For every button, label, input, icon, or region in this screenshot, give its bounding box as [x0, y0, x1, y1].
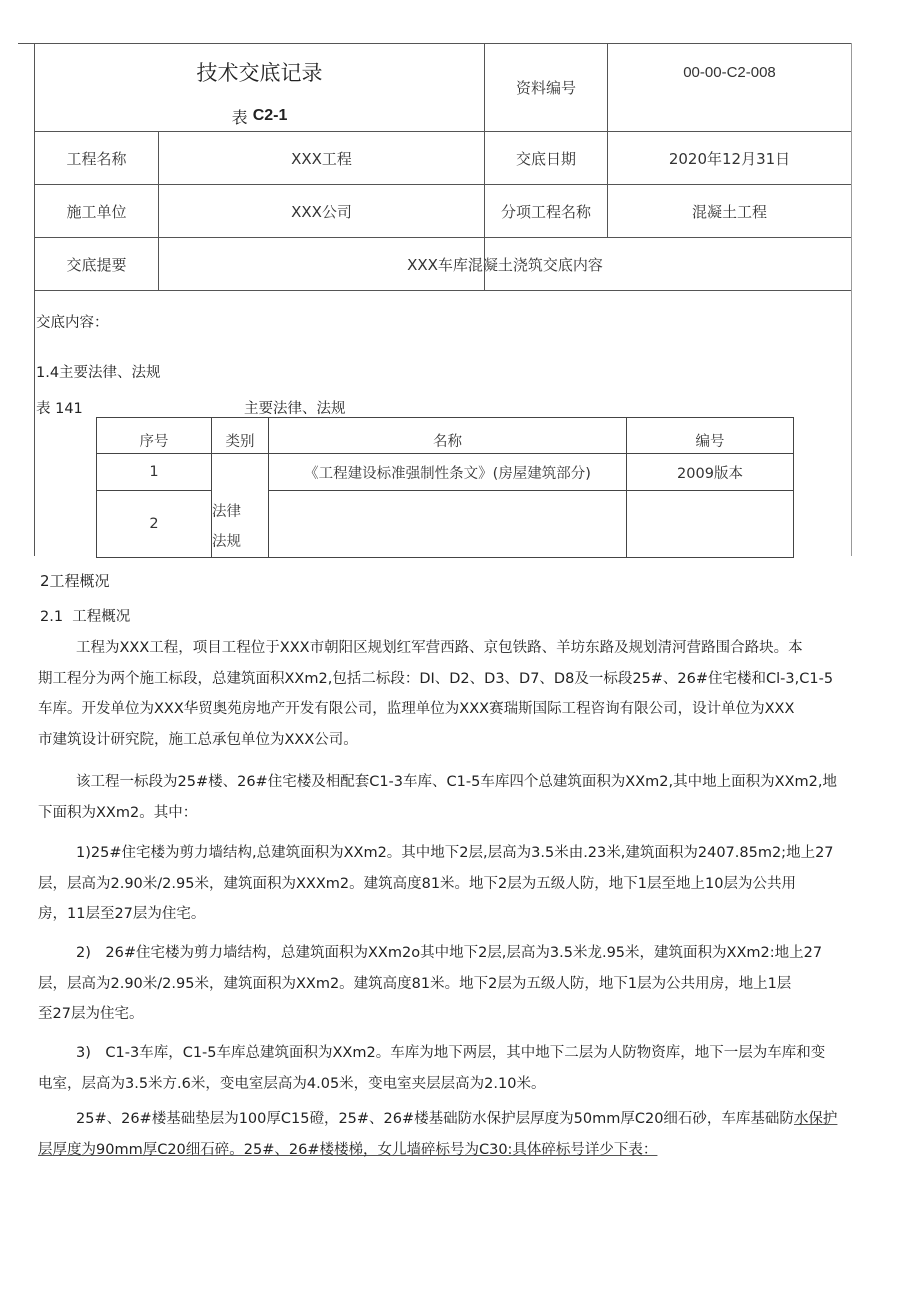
paragraph-line: 2) 26#住宅楼为剪力墙结构，总建筑面积为XXm2o其中地下2层,层高为3.5米龙.95米，建筑面积为XXm2:地上27 — [76, 945, 823, 961]
form-right-border — [851, 43, 852, 556]
paragraph-building-26 — [38, 938, 858, 1030]
table-number-label: 表 141 — [36, 401, 83, 417]
summary-label: 交底提要 — [66, 255, 127, 274]
paragraph-line: 1)25#住宅楼为剪力墙结构,总建筑面积为XXm2。其中地下2层,层高为3.5米由.23米,建筑面积为2407.85m2;地上27 — [76, 845, 834, 861]
paragraph-line — [38, 1104, 858, 1135]
category-line-2: 法规 — [212, 534, 241, 550]
paragraph-line: 至27层为住宅。 — [38, 1006, 144, 1023]
row-1-name: 《工程建设标准强制性条文》(房屋建筑部分) — [269, 454, 627, 491]
row-1-code: 2009版本 — [627, 454, 794, 491]
project-name-label: 工程名称 — [66, 149, 127, 168]
date-value: 2020年12月31日 — [668, 149, 791, 168]
row-1-no: 1 — [97, 454, 212, 491]
form-title: 技术交底记录 — [196, 61, 323, 85]
row-2-code — [627, 491, 794, 558]
table-row — [97, 491, 794, 558]
form-code-prefix: 表 — [231, 107, 248, 127]
row-2-name — [269, 491, 627, 558]
category-line-1: 法律 — [212, 504, 241, 520]
paragraph-line: 层，层高为2.90米/2.95米，建筑面积为XXm2。建筑高度81米。地下2层为五级人防，地下1层为公共用房，地上1层 — [38, 975, 792, 992]
paragraph-line: 工程为XXX工程，项目工程位于XXX市朝阳区规划红军营西路、京包铁路、羊坊东路及规划清河营路围合路块。本 — [76, 640, 803, 656]
paragraph-line: 车库。开发单位为XXX华贸奥苑房地产开发有限公司，监理单位为XXX赛瑞斯国际工程咨询有限公司，设计单位为XXX — [38, 701, 795, 718]
row-2-no: 2 — [97, 491, 212, 558]
form-code-value: C2-1 — [252, 107, 288, 124]
header-no: 序号 — [97, 418, 212, 454]
doc-no-label: 资料编号 — [515, 78, 576, 97]
paragraph-building-25 — [38, 838, 858, 930]
paragraph-text: 25#、26#楼基础垫层为100厚C15磴，25#、26#楼基础防水保护层厚度为50mm厚C20细石砂，车库基础防 — [76, 1111, 794, 1127]
paragraph-line: 层，层高为2.90米/2.95米，建筑面积为XXXm2。建筑高度81米。地下2层为五级人防，地下1层至地上10层为公共用 — [38, 875, 796, 892]
project-name-value: XXX工程 — [291, 149, 352, 168]
header-name: 名称 — [269, 418, 627, 454]
paragraph-foundation — [38, 1104, 858, 1165]
date-label: 交底日期 — [515, 149, 576, 168]
subproject-value: 混凝土工程 — [691, 202, 767, 221]
underlined-text: 层厚度为90mm厚C20细石碎。25#、26#楼楼梯，女儿墙碎标号为C30:具体碎标号详少下表： — [38, 1141, 658, 1158]
header-code: 编号 — [627, 418, 794, 454]
table-caption: 主要法律、法规 — [244, 401, 346, 417]
top-rule — [18, 43, 852, 44]
paragraph-project-location — [38, 633, 858, 755]
subproject-label: 分项工程名称 — [500, 202, 591, 221]
section-2-heading: 2工程概况 — [40, 572, 110, 590]
contractor-value: XXX公司 — [291, 202, 352, 221]
underlined-text: 水保护 — [793, 1111, 838, 1127]
paragraph-line: 下面积为XXm2。其中： — [38, 804, 198, 821]
section-2-1-heading — [40, 605, 130, 626]
paragraph-line: 3) C1-3车库，C1-5车库总建筑面积为XXm2。车库为地下两层，其中地下二层为人防物资库，地下一层为车库和变 — [76, 1045, 826, 1061]
table-header-row — [97, 418, 794, 454]
paragraph-line: 期工程分为两个施工标段，总建筑面积XXm2,包括二标段：DI、D2、D3、D7、D8及一标段25#、26#住宅楼和Cl-3,C1-5 — [38, 670, 834, 687]
laws-table — [96, 417, 794, 558]
paragraph-garage — [38, 1038, 858, 1099]
paragraph-line: 电室，层高为3.5米方.6米，变电室层高为4.05米，变电室夹层层高为2.10米。 — [38, 1075, 546, 1092]
header-category: 类别 — [212, 418, 269, 454]
contractor-label: 施工单位 — [66, 202, 127, 221]
form-code — [35, 102, 484, 130]
section-1-4-heading: 1.4主要法律、法规 — [36, 365, 161, 381]
doc-no-value: 00-00-C2-008 — [683, 63, 776, 81]
paragraph-line: 该工程一标段为25#楼、26#住宅楼及相配套C1-3车库、C1-5车库四个总建筑面积为XXm2,其中地上面积为XXm2,地 — [76, 774, 837, 790]
summary-value: XXX车库混凝土浇筑交底内容 — [407, 255, 603, 274]
paragraph-section-one — [38, 767, 858, 828]
table-row — [97, 454, 794, 491]
section-2-1-title: 工程概况 — [72, 609, 131, 625]
row-rule-4 — [34, 290, 851, 291]
section-2-1-number: 2.1 — [40, 609, 64, 625]
paragraph-line: 市建筑设计研究院，施工总承包单位为XXX公司。 — [38, 731, 358, 748]
paragraph-line: 房，11层至27层为住宅。 — [38, 906, 206, 923]
content-label: 交底内容： — [36, 315, 109, 331]
category-cell — [212, 454, 269, 558]
